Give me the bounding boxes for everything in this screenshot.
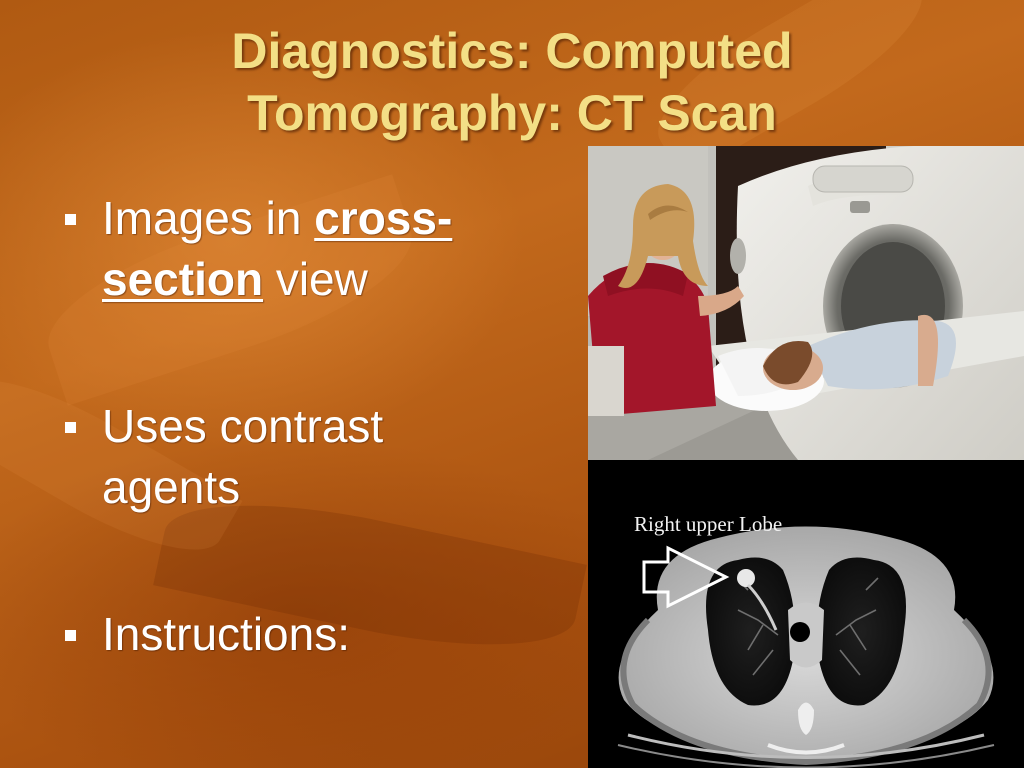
bullet-text-prefix: Images in [102, 192, 315, 244]
ct-annotation-label: Right upper Lobe [634, 512, 783, 536]
bullet-list [60, 188, 540, 665]
square-bullet-icon [65, 214, 76, 225]
ct-chest-image [588, 460, 1024, 768]
bullet-text-line-1: Uses contrast [102, 400, 384, 452]
key-term-section: section [102, 253, 264, 305]
square-bullet-icon [65, 630, 76, 641]
title-line-2: Tomography: CT Scan [247, 85, 777, 141]
ct-chest-illustration [588, 460, 1024, 768]
ct-scanner-photo [588, 146, 1024, 460]
square-bullet-icon [65, 422, 76, 433]
ct-scanner-illustration [588, 146, 1024, 460]
bullet-item-cross-section [60, 188, 540, 310]
bullet-item-contrast [60, 396, 540, 518]
slide-title [0, 20, 1024, 144]
bullet-text-suffix: view [263, 253, 368, 305]
key-term-cross: cross- [314, 192, 453, 244]
bullet-text-line-2: agents [102, 461, 241, 513]
title-line-1: Diagnostics: Computed [231, 23, 793, 79]
bullet-item-instructions [60, 604, 540, 665]
bullet-text: Instructions: [102, 608, 350, 660]
